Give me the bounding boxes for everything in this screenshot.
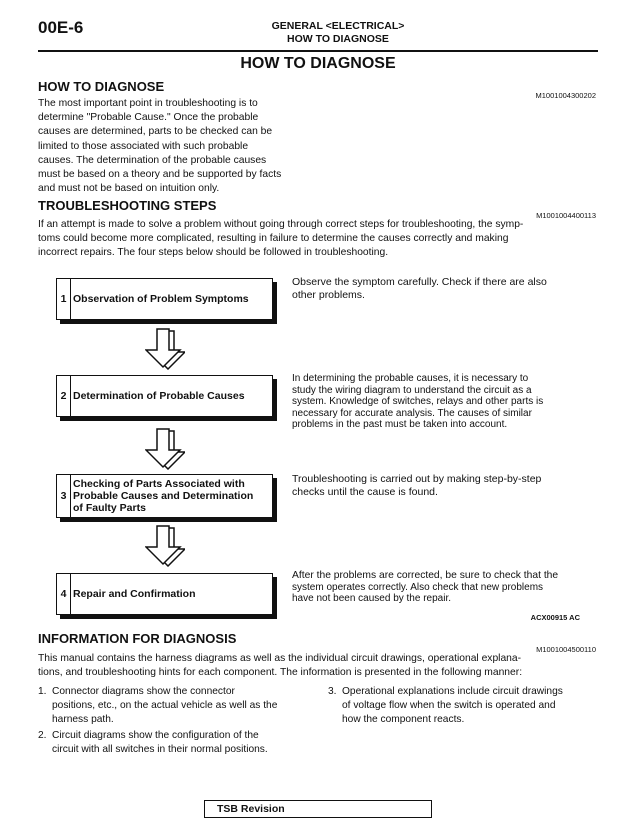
troubleshooting-steps-code: M1001004400113: [536, 211, 596, 220]
step-number: 2: [57, 376, 71, 416]
paragraph-line: incorrect repairs. The four steps below should be followed in troubleshooting.: [38, 247, 389, 259]
information-for-diagnosis-text: [38, 652, 598, 680]
list-item-line: Circuit diagrams show the configuration of the: [52, 729, 259, 741]
step-label: Determination of Probable Causes: [73, 390, 245, 402]
paragraph-line: causes. The determination of the probable causes: [38, 154, 267, 166]
paragraph-line: tions, and troubleshooting hints for each component. The information is presented in the following manner:: [38, 667, 523, 679]
paragraph-line: determine "Probable Cause." Once the probable: [38, 112, 259, 124]
step-2-box: [56, 375, 273, 417]
step-number: 4: [57, 574, 71, 614]
step-1-box: [56, 278, 273, 320]
how-to-diagnose-heading: HOW TO DIAGNOSE: [38, 79, 165, 94]
step-number: 3: [57, 475, 71, 517]
paragraph-line: limited to those associated with such probable: [38, 140, 249, 152]
description-line: study the wiring diagram to understand the circuit as a: [292, 384, 532, 396]
section-subtitle: HOW TO DIAGNOSE: [287, 33, 389, 45]
paragraph-line: must be based on a theory and be supported by facts: [38, 169, 282, 181]
figure-id: ACX00915 AC: [530, 613, 580, 622]
step-3-box: [56, 474, 273, 518]
description-line: problems in the past must be taken into account.: [292, 419, 508, 430]
down-arrow-icon: [145, 328, 185, 370]
header-rule: [38, 50, 598, 52]
step-2-description: [292, 373, 598, 431]
step-label: Observation of Problem Symptoms: [73, 293, 249, 305]
troubleshooting-steps-text: [38, 218, 598, 261]
paragraph-line: and must not be based on intuition only.: [38, 183, 220, 195]
paragraph-line: This manual contains the harness diagrams as well as the individual circuit drawings, operational explana-: [38, 653, 522, 664]
description-line: checks until the cause is found.: [292, 485, 438, 498]
down-arrow-icon: [145, 525, 185, 567]
page-number: 00E-6: [38, 18, 84, 37]
step-label: Repair and Confirmation: [73, 588, 196, 600]
step-label-line: Probable Causes and Determination: [73, 490, 254, 502]
list-item: [328, 685, 598, 728]
info-list-right: [328, 685, 598, 728]
step-4-box: [56, 573, 273, 615]
tsb-revision-label: TSB Revision: [217, 803, 285, 815]
how-to-diagnose-code: M1001004300202: [535, 91, 596, 100]
description-line: In determining the probable causes, it is necessary to: [292, 373, 529, 384]
list-item-line: Operational explanations include circuit drawings: [342, 686, 563, 697]
step-4-description: [292, 570, 598, 605]
description-line: necessary for accurate analysis. The causes of similar: [292, 407, 532, 419]
step-label: [73, 475, 268, 517]
description-line: have not been caused by the repair.: [292, 593, 452, 604]
list-item: [38, 685, 320, 728]
step-label-line: Checking of Parts Associated with: [73, 478, 245, 490]
list-item-line: of voltage flow when the switch is operated and: [342, 700, 556, 712]
how-to-diagnose-text: [38, 97, 328, 196]
page-title: HOW TO DIAGNOSE: [240, 55, 396, 72]
list-item-line: how the component reacts.: [342, 714, 465, 726]
step-3-description: [292, 473, 598, 498]
description-line: system. Knowledge of switches, relays and other parts is: [292, 396, 544, 407]
paragraph-line: If an attempt is made to solve a problem without going through correct steps for troubleshooting, the symp-: [38, 219, 524, 230]
description-line: Observe the symptom carefully. Check if there are also: [292, 276, 547, 288]
information-for-diagnosis-code: M1001004500110: [536, 645, 596, 654]
paragraph-line: causes are determined, parts to be checked can be: [38, 126, 273, 138]
list-item-line: Connector diagrams show the connector: [52, 686, 235, 697]
list-item-number: 2.: [38, 729, 47, 741]
list-item-number: 3.: [328, 686, 337, 697]
paragraph-line: toms could become more complicated, resulting in failure to determine the causes correctly and making: [38, 233, 509, 245]
down-arrow-icon: [145, 428, 185, 470]
list-item: [38, 729, 320, 757]
step-label-line: of Faulty Parts: [73, 502, 146, 514]
step-1-description: [292, 276, 598, 301]
list-item-number: 1.: [38, 686, 47, 697]
list-item-line: circuit with all switches in their normal positions.: [52, 743, 268, 755]
list-item-line: harness path.: [52, 714, 114, 726]
description-line: Troubleshooting is carried out by making step-by-step: [292, 473, 542, 485]
step-number: 1: [57, 279, 71, 319]
section-title: GENERAL <ELECTRICAL>: [271, 20, 405, 32]
section-header: [230, 20, 446, 46]
tsb-revision-box: [204, 800, 432, 818]
paragraph-line: The most important point in troubleshooting is to: [38, 98, 258, 109]
description-line: other problems.: [292, 288, 365, 301]
information-for-diagnosis-heading: INFORMATION FOR DIAGNOSIS: [38, 631, 237, 646]
info-list-left: [38, 685, 320, 757]
list-item-line: positions, etc., on the actual vehicle as well as the: [52, 700, 278, 712]
description-line: system operates correctly. Also check that new problems: [292, 581, 544, 593]
description-line: After the problems are corrected, be sure to check that the: [292, 570, 559, 581]
troubleshooting-steps-heading: TROUBLESHOOTING STEPS: [38, 198, 217, 213]
